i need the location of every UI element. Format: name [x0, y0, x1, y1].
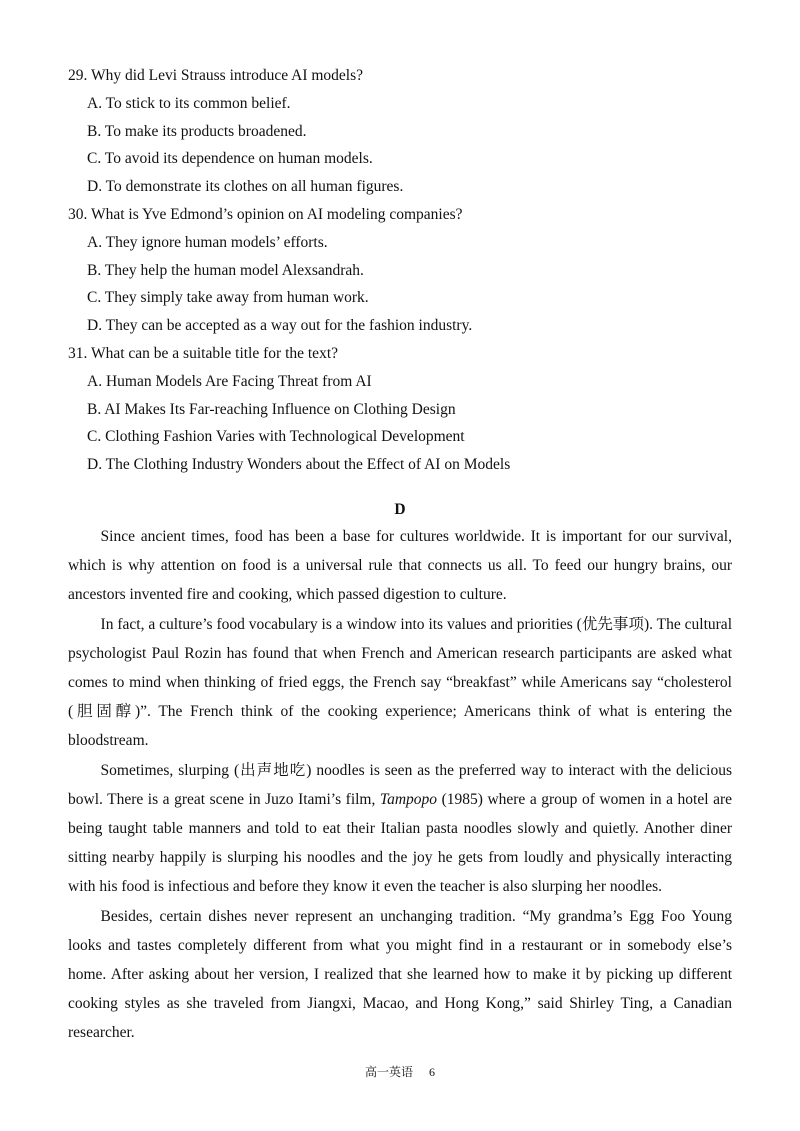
option-b: B. They help the human model Alexsandrah. — [87, 261, 364, 279]
option-d: D. To demonstrate its clothes on all human figures. — [87, 178, 404, 196]
option-b: B. AI Makes Its Far-reaching Influence on Clothing Design — [87, 400, 456, 418]
page-footer — [0, 1062, 800, 1082]
option-d: D. They can be accepted as a way out for the fashion industry. — [87, 317, 473, 335]
paragraph-text: (1985) where a group of women in a hotel are being taught table manners and told to eat their Italian pasta noodles slowly and quietly. Another diner sitting nearby happily is slurping his noodles and the joy he gets from loudly and physically interacting with his food is infectious and before they know it even the teacher is also slurping her noodles. — [68, 790, 733, 896]
passage-paragraph-1: Since ancient times, food has been a base for cultures worldwide. It is important for our survival, which is why attention on food is a universal rule that connects us all. To feed our hungry brains, our ancestors invented fire and cooking, which passed digestion to culture. — [68, 528, 732, 604]
option-d: D. The Clothing Industry Wonders about the Effect of AI on Models — [87, 456, 511, 474]
questions-block — [68, 62, 748, 479]
option-a: A. To stick to its common belief. — [87, 94, 291, 112]
page-number: 6 — [429, 1065, 435, 1079]
question-29 — [68, 62, 748, 201]
option-c: C. To avoid its dependence on human models. — [87, 150, 373, 168]
question-stem: 31. What can be a suitable title for the text? — [68, 344, 339, 362]
passage-paragraph-4: Besides, certain dishes never represent an unchanging tradition. “My grandma’s Egg Foo Young looks and tastes completely different from what you might find in a restaurant or in somebody else’s home. After asking about her version, I realized that she learned how to make it by picking up different cooking styles as she traveled from Jiangxi, Macao, and Hong Kong,” said Shirley Ting, a Canadian researcher. — [68, 907, 732, 1042]
section-heading: D — [394, 501, 406, 518]
passage-paragraph-3 — [68, 756, 732, 902]
option-b: B. To make its products broadened. — [87, 122, 307, 140]
option-a: A. Human Models Are Facing Threat from AI — [87, 372, 372, 390]
option-a: A. They ignore human models’ efforts. — [87, 233, 328, 251]
footer-subject: 高一英语 — [364, 1065, 413, 1079]
film-title: Tampopo — [379, 790, 438, 808]
question-30 — [68, 201, 748, 340]
option-c: C. Clothing Fashion Varies with Technological Development — [87, 428, 465, 446]
question-stem: 29. Why did Levi Strauss introduce AI models? — [68, 67, 364, 84]
option-c: C. They simply take away from human work. — [87, 289, 369, 307]
question-31 — [68, 340, 748, 479]
passage-paragraph-2: In fact, a culture’s food vocabulary is a window into its values and priorities (优先事项). The cultural psychologist Paul Rozin has found that when French and American research participants are asked what comes to mind when thinking of fried eggs, the French say “breakfast” while Americans say “cholesterol (胆固醇)”. The French think of the cooking experience; Americans think of what is entering the bloodstream. — [68, 615, 732, 750]
question-stem: 30. What is Yve Edmond’s opinion on AI modeling companies? — [68, 205, 463, 223]
paragraph-text: Sometimes, slurping (出声地吃) noodles is seen as the preferred way to interact with the delicious bowl. There is a great scene in Juzo Itami’s film, — [68, 761, 732, 808]
reading-passage — [68, 522, 732, 1048]
